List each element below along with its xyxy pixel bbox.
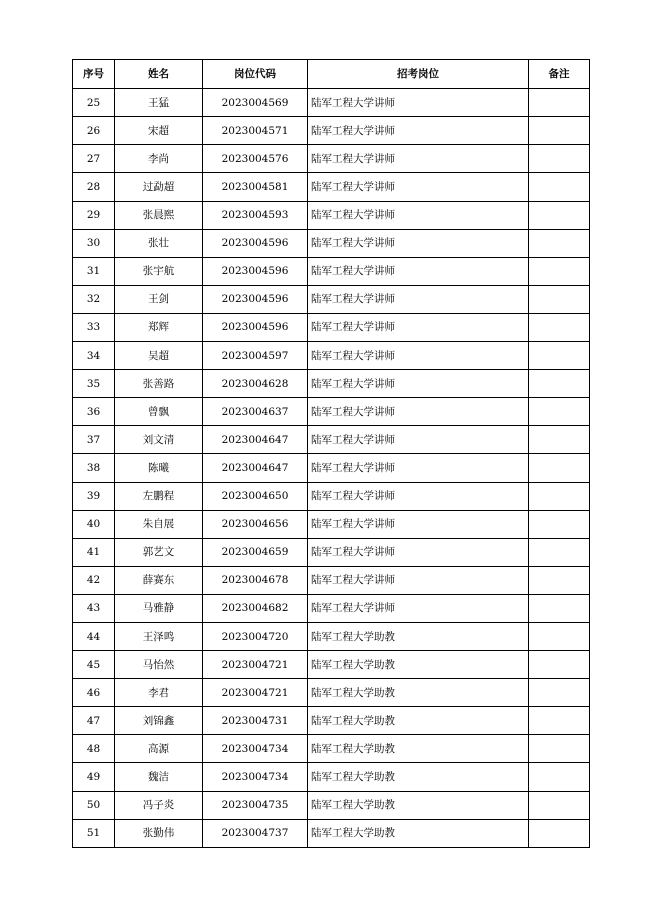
cell-name: 高源 — [115, 735, 203, 763]
table-row — [73, 622, 590, 650]
table-row — [73, 510, 590, 538]
table-row — [73, 594, 590, 622]
cell-post: 陆军工程大学讲师 — [308, 313, 529, 341]
cell-seq: 35 — [73, 370, 115, 398]
table-row — [73, 566, 590, 594]
cell-code: 2023004737 — [203, 819, 308, 847]
cell-code: 2023004721 — [203, 679, 308, 707]
cell-note — [529, 173, 590, 201]
cell-code: 2023004650 — [203, 482, 308, 510]
cell-seq: 34 — [73, 342, 115, 370]
table-row — [73, 679, 590, 707]
cell-seq: 26 — [73, 117, 115, 145]
cell-note — [529, 819, 590, 847]
cell-code: 2023004647 — [203, 426, 308, 454]
cell-note — [529, 313, 590, 341]
table-row — [73, 173, 590, 201]
cell-note — [529, 538, 590, 566]
cell-code: 2023004628 — [203, 370, 308, 398]
cell-post: 陆军工程大学助教 — [308, 819, 529, 847]
cell-note — [529, 566, 590, 594]
cell-note — [529, 707, 590, 735]
cell-name: 张壮 — [115, 229, 203, 257]
table-row — [73, 791, 590, 819]
cell-code: 2023004721 — [203, 651, 308, 679]
cell-post: 陆军工程大学讲师 — [308, 370, 529, 398]
cell-post: 陆军工程大学讲师 — [308, 145, 529, 173]
cell-code: 2023004647 — [203, 454, 308, 482]
candidate-table — [72, 59, 590, 848]
cell-name: 陈曦 — [115, 454, 203, 482]
table-row — [73, 426, 590, 454]
cell-post: 陆军工程大学讲师 — [308, 566, 529, 594]
cell-note — [529, 229, 590, 257]
cell-note — [529, 426, 590, 454]
header-seq: 序号 — [73, 60, 115, 89]
cell-note — [529, 257, 590, 285]
cell-post: 陆军工程大学讲师 — [308, 173, 529, 201]
cell-name: 郭艺文 — [115, 538, 203, 566]
cell-name: 朱自展 — [115, 510, 203, 538]
cell-name: 吴超 — [115, 342, 203, 370]
header-post: 招考岗位 — [308, 60, 529, 89]
cell-code: 2023004596 — [203, 313, 308, 341]
cell-post: 陆军工程大学讲师 — [308, 117, 529, 145]
cell-seq: 41 — [73, 538, 115, 566]
cell-note — [529, 482, 590, 510]
cell-seq: 36 — [73, 398, 115, 426]
cell-code: 2023004637 — [203, 398, 308, 426]
cell-code: 2023004659 — [203, 538, 308, 566]
cell-code: 2023004682 — [203, 594, 308, 622]
cell-name: 左鹏程 — [115, 482, 203, 510]
cell-note — [529, 370, 590, 398]
cell-seq: 45 — [73, 651, 115, 679]
cell-note — [529, 594, 590, 622]
cell-note — [529, 510, 590, 538]
cell-name: 马雅静 — [115, 594, 203, 622]
cell-note — [529, 89, 590, 117]
cell-post: 陆军工程大学讲师 — [308, 257, 529, 285]
cell-note — [529, 679, 590, 707]
table-row — [73, 313, 590, 341]
cell-name: 张晨熙 — [115, 201, 203, 229]
cell-name: 张宇航 — [115, 257, 203, 285]
cell-seq: 32 — [73, 285, 115, 313]
cell-note — [529, 145, 590, 173]
cell-name: 曾飘 — [115, 398, 203, 426]
table-row — [73, 735, 590, 763]
cell-note — [529, 285, 590, 313]
cell-name: 魏洁 — [115, 763, 203, 791]
cell-seq: 31 — [73, 257, 115, 285]
table-row — [73, 229, 590, 257]
header-code: 岗位代码 — [203, 60, 308, 89]
cell-seq: 30 — [73, 229, 115, 257]
header-name: 姓名 — [115, 60, 203, 89]
cell-post: 陆军工程大学助教 — [308, 763, 529, 791]
cell-seq: 29 — [73, 201, 115, 229]
cell-post: 陆军工程大学助教 — [308, 735, 529, 763]
cell-post: 陆军工程大学讲师 — [308, 201, 529, 229]
cell-code: 2023004581 — [203, 173, 308, 201]
cell-post: 陆军工程大学助教 — [308, 707, 529, 735]
cell-seq: 33 — [73, 313, 115, 341]
cell-seq: 27 — [73, 145, 115, 173]
cell-code: 2023004597 — [203, 342, 308, 370]
cell-post: 陆军工程大学讲师 — [308, 285, 529, 313]
cell-seq: 44 — [73, 622, 115, 650]
cell-post: 陆军工程大学讲师 — [308, 538, 529, 566]
cell-note — [529, 117, 590, 145]
table-row — [73, 89, 590, 117]
cell-note — [529, 454, 590, 482]
cell-code: 2023004593 — [203, 201, 308, 229]
cell-seq: 50 — [73, 791, 115, 819]
cell-code: 2023004596 — [203, 257, 308, 285]
cell-name: 王剑 — [115, 285, 203, 313]
table-row — [73, 482, 590, 510]
cell-code: 2023004734 — [203, 735, 308, 763]
cell-name: 李尚 — [115, 145, 203, 173]
cell-code: 2023004571 — [203, 117, 308, 145]
cell-name: 张勤伟 — [115, 819, 203, 847]
cell-name: 刘锦鑫 — [115, 707, 203, 735]
table-header-row — [73, 60, 590, 89]
cell-name: 过勐超 — [115, 173, 203, 201]
cell-post: 陆军工程大学讲师 — [308, 454, 529, 482]
cell-seq: 38 — [73, 454, 115, 482]
cell-seq: 39 — [73, 482, 115, 510]
table-row — [73, 257, 590, 285]
cell-code: 2023004731 — [203, 707, 308, 735]
cell-note — [529, 201, 590, 229]
cell-code: 2023004596 — [203, 285, 308, 313]
cell-seq: 51 — [73, 819, 115, 847]
cell-name: 薛赛东 — [115, 566, 203, 594]
cell-post: 陆军工程大学讲师 — [308, 89, 529, 117]
cell-code: 2023004678 — [203, 566, 308, 594]
cell-note — [529, 651, 590, 679]
cell-post: 陆军工程大学讲师 — [308, 229, 529, 257]
table-row — [73, 763, 590, 791]
cell-post: 陆军工程大学助教 — [308, 651, 529, 679]
table-row — [73, 538, 590, 566]
table-row — [73, 370, 590, 398]
cell-name: 马怡然 — [115, 651, 203, 679]
table-row — [73, 454, 590, 482]
cell-name: 冯子炎 — [115, 791, 203, 819]
cell-note — [529, 735, 590, 763]
table-row — [73, 342, 590, 370]
cell-post: 陆军工程大学助教 — [308, 679, 529, 707]
cell-seq: 49 — [73, 763, 115, 791]
table-row — [73, 201, 590, 229]
table-row — [73, 398, 590, 426]
table-row — [73, 651, 590, 679]
header-note: 备注 — [529, 60, 590, 89]
cell-post: 陆军工程大学讲师 — [308, 342, 529, 370]
cell-seq: 28 — [73, 173, 115, 201]
cell-name: 刘文清 — [115, 426, 203, 454]
cell-code: 2023004720 — [203, 622, 308, 650]
table-body — [73, 89, 590, 848]
cell-code: 2023004576 — [203, 145, 308, 173]
cell-note — [529, 622, 590, 650]
table-row — [73, 117, 590, 145]
cell-seq: 48 — [73, 735, 115, 763]
cell-seq: 25 — [73, 89, 115, 117]
cell-post: 陆军工程大学讲师 — [308, 426, 529, 454]
cell-post: 陆军工程大学讲师 — [308, 594, 529, 622]
cell-seq: 43 — [73, 594, 115, 622]
table-row — [73, 285, 590, 313]
table-row — [73, 707, 590, 735]
cell-post: 陆军工程大学助教 — [308, 791, 529, 819]
cell-post: 陆军工程大学讲师 — [308, 482, 529, 510]
cell-post: 陆军工程大学助教 — [308, 622, 529, 650]
cell-post: 陆军工程大学讲师 — [308, 510, 529, 538]
cell-seq: 47 — [73, 707, 115, 735]
cell-note — [529, 398, 590, 426]
cell-code: 2023004735 — [203, 791, 308, 819]
cell-post: 陆军工程大学讲师 — [308, 398, 529, 426]
cell-note — [529, 763, 590, 791]
cell-code: 2023004656 — [203, 510, 308, 538]
cell-name: 张善路 — [115, 370, 203, 398]
cell-seq: 37 — [73, 426, 115, 454]
cell-note — [529, 342, 590, 370]
table-row — [73, 819, 590, 847]
cell-seq: 46 — [73, 679, 115, 707]
table-row — [73, 145, 590, 173]
cell-name: 李君 — [115, 679, 203, 707]
cell-code: 2023004569 — [203, 89, 308, 117]
cell-code: 2023004734 — [203, 763, 308, 791]
cell-name: 王泽鸣 — [115, 622, 203, 650]
cell-name: 郑辉 — [115, 313, 203, 341]
cell-seq: 40 — [73, 510, 115, 538]
cell-note — [529, 791, 590, 819]
cell-name: 王猛 — [115, 89, 203, 117]
cell-code: 2023004596 — [203, 229, 308, 257]
cell-name: 宋超 — [115, 117, 203, 145]
cell-seq: 42 — [73, 566, 115, 594]
